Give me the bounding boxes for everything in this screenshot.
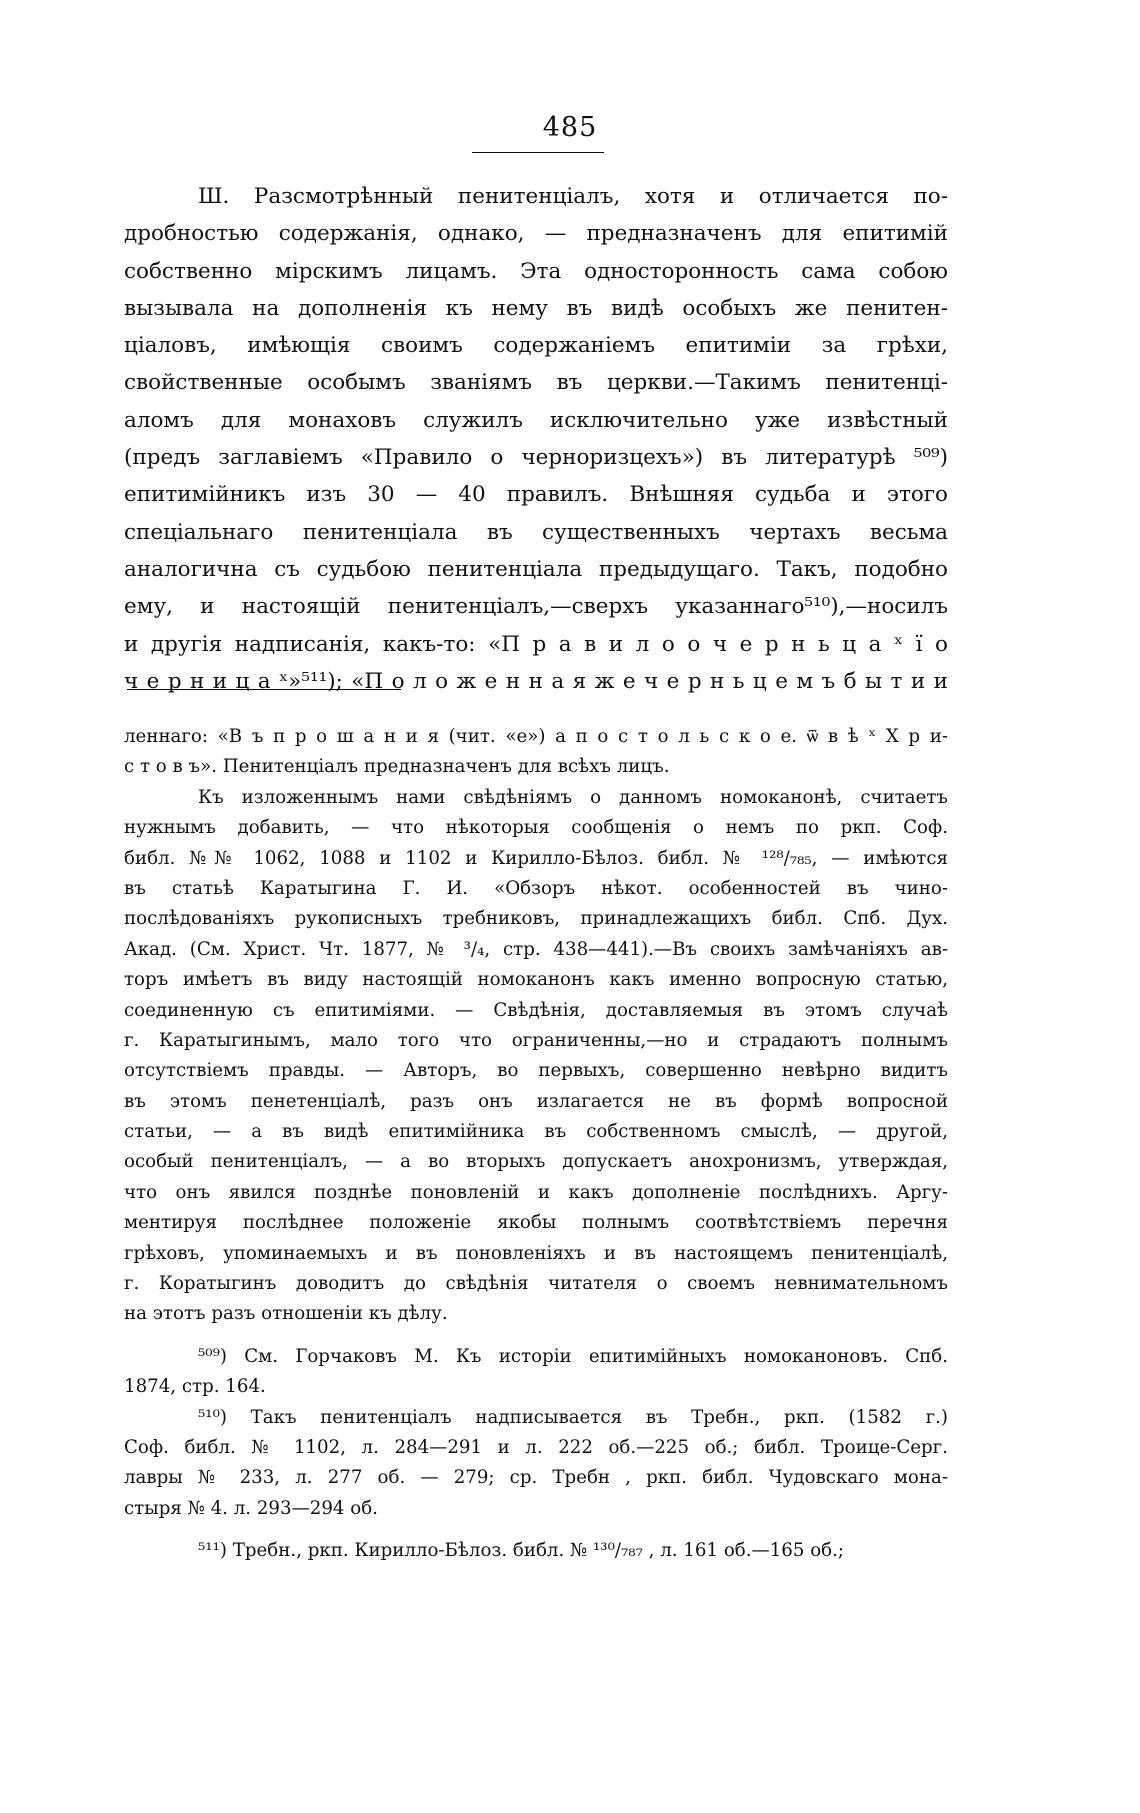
note-line: леннаго: «В ъ п р о ш а н и я (чит. «е») а п о с т о л ь с к о е. ѿ в ѣ ˣ Х р и- — [124, 726, 948, 747]
footnote-separator — [127, 689, 401, 690]
note-line: торъ имѣетъ въ виду настоящій номоканонъ какъ именно вопросную статью, — [124, 969, 948, 991]
note-line: с т о в ъ». Пенитенціалъ предназначенъ для всѣхъ лицъ. — [124, 756, 670, 778]
note-line: въ этомъ пенетенціалѣ, разъ онъ излагается не въ формѣ вопросной — [124, 1090, 948, 1112]
page-number-rule — [472, 152, 604, 153]
note-line: статьи, — а въ видѣ епитимійника въ собственномъ смыслѣ, — другой, — [124, 1121, 948, 1143]
footnotes — [124, 722, 948, 1567]
note-line: стыря № 4. л. 293—294 об. — [124, 1497, 378, 1519]
note-line: 1874, стр. 164. — [124, 1376, 266, 1398]
note-line: на этотъ разъ отношеніи къ дѣлу. — [124, 1303, 448, 1325]
note-line: соединенную съ епитиміями. — Свѣдѣнія, доставляемыя въ этомъ случаѣ — [124, 999, 948, 1021]
note-line: г. Коратыгинъ доводитъ до свѣдѣнія читателя о своемъ невнимательномъ — [124, 1273, 948, 1295]
note-line: Акад. (См. Христ. Чт. 1877, № ³/₄, стр. 438—441).—Въ своихъ замѣчаніяхъ ав- — [124, 938, 948, 960]
main-line: вызывала на дополненія къ нему въ видѣ особыхъ же пенитен- — [124, 295, 948, 321]
commentary-paragraph — [124, 783, 948, 1330]
main-line: ціаловъ, имѣющія своимъ содержаніемъ епитиміи за грѣхи, — [124, 333, 948, 359]
main-line: спеціальнаго пенитенціала въ существенныхъ чертахъ весьма — [124, 519, 948, 545]
note-line: послѣдованіяхъ рукописныхъ требниковъ, принадлежащихъ библ. Спб. Дух. — [124, 908, 948, 930]
note-line: лавры № 233, л. 277 об. — 279; ср. Требн , ркп. библ. Чудовскаго мона- — [124, 1467, 948, 1489]
note-line: Соф. библ. № 1102, л. 284—291 и л. 222 об.—225 об.; библ. Троице-Серг. — [124, 1436, 948, 1458]
note-line: Къ изложеннымъ нами свѣдѣніямъ о данномъ номоканонѣ, считаетъ — [198, 786, 948, 808]
note-line: библ. №№ 1062, 1088 и 1102 и Кирилло-Бѣлоз. библ. № ¹²⁸/₇₈₅, — имѣются — [124, 847, 948, 869]
note-line: ментируя послѣднее положеніе якобы полнымъ соотвѣтствіемъ перечня — [124, 1212, 948, 1234]
main-line: ему, и настоящій пенитенціалъ,—сверхъ указаннаго⁵¹⁰),—носилъ — [124, 594, 948, 620]
main-line: дробностью содержанія, однако, — предназначенъ для епитимій — [124, 221, 948, 247]
note-line: г. Каратыгинымъ, мало того что ограниченны,—но и страдаютъ полнымъ — [124, 1029, 948, 1051]
note-line: ⁵⁰⁹) См. Горчаковъ М. Къ исторіи епитимійныхъ номоканоновъ. Спб. — [198, 1345, 948, 1367]
main-line: Ш. Разсмотрѣнный пенитенціалъ, хотя и отличается по- — [198, 184, 948, 209]
note-line: отсутствіемъ правды. — Авторъ, во первыхъ, совершенно невѣрно видитъ — [124, 1060, 948, 1082]
footnote-510 — [124, 1403, 948, 1525]
footnote-gap — [124, 1524, 948, 1536]
note-line: нужнымъ добавить, — что нѣкоторыя сообщенія о немъ по ркп. Соф. — [124, 817, 948, 839]
main-line: аломъ для монаховъ служилъ исключительно уже извѣстный — [124, 407, 948, 433]
note-line: грѣховъ, упоминаемыхъ и въ поновленіяхъ и въ настоящемъ пенитенціалѣ, — [124, 1242, 948, 1264]
main-line: (предъ заглавіемъ «Правило о черноризцехъ») въ литературѣ ⁵⁰⁹) — [124, 445, 948, 471]
note-line: особый пенитенціалъ, — а во вторыхъ допускаетъ анохронизмъ, утверждая, — [124, 1151, 948, 1173]
main-line: свойственные особымъ званіямъ въ церкви.—Такимъ пенитенці- — [124, 370, 948, 396]
footnote-509 — [124, 1342, 948, 1403]
footnote-511 — [124, 1536, 948, 1566]
main-line: епитимійникъ изъ 30 — 40 правилъ. Внѣшняя судьба и этого — [124, 482, 948, 508]
footnote-gap — [124, 1330, 948, 1342]
note-line: въ статьѣ Каратыгина Г. И. «Обзоръ нѣкот. особенностей въ чино- — [124, 877, 948, 899]
note-line: ⁵¹¹) Требн., ркп. Кирилло-Бѣлоз. библ. № ¹³⁰/₇₈₇ , л. 161 об.—165 об.; — [198, 1540, 845, 1562]
note-line: ⁵¹⁰) Такъ пенитенціалъ надписывается въ Требн., ркп. (1582 г.) — [198, 1406, 948, 1428]
main-line: ч е р н и ц а ˣ»⁵¹¹); «П о л о ж е н н а я ж е ч е р н ь ц е м ъ б ы т и и — [124, 668, 948, 694]
main-line: собственно мірскимъ лицамъ. Эта односторонность сама собою — [124, 258, 948, 284]
main-paragraph — [124, 178, 948, 700]
main-line: аналогична съ судьбою пенитенціала предыдущаго. Такъ, подобно — [124, 556, 948, 582]
note-line: что онъ явился позднѣе поновленій и какъ дополненіе послѣднихъ. Аргу- — [124, 1181, 948, 1203]
page-number: 485 — [542, 112, 598, 143]
main-line: и другія надписанія, какъ-то: «П р а в и л о о ч е р н ь ц а ˣ ї о — [124, 631, 948, 657]
continuation-note — [124, 722, 948, 783]
